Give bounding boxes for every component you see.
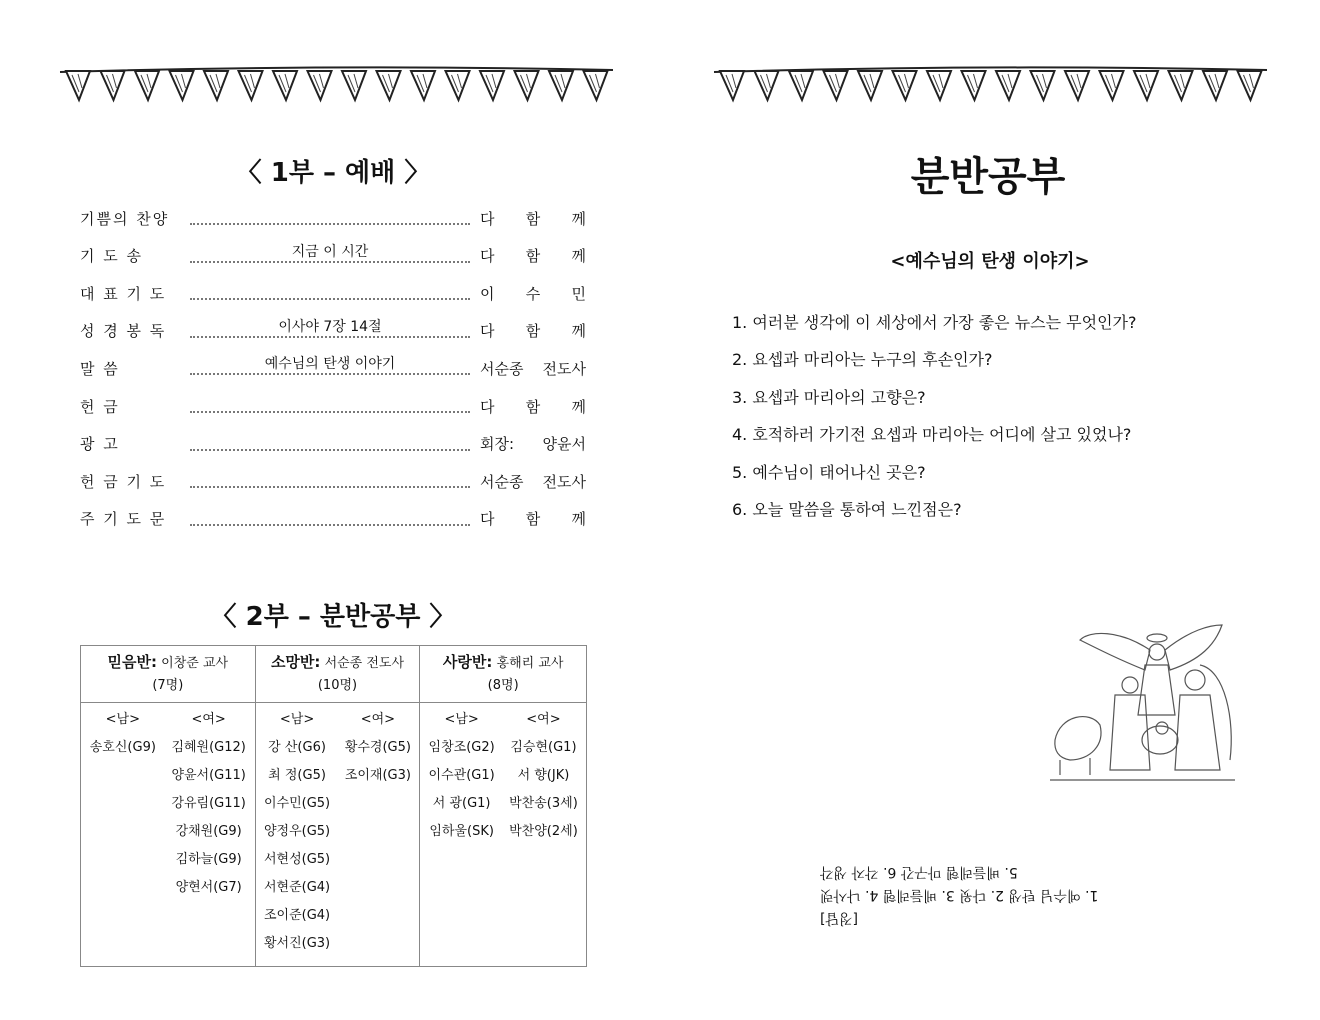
study-subtitle: <예수님의 탄생 이야기> [890,251,1090,272]
worship-order-row [80,507,586,531]
order-leader: 이 수 민 [480,284,586,303]
order-label: 말 씀 [80,359,120,378]
class-name: 소망반: [270,653,321,671]
bunting-left-decoration [58,60,618,110]
class-count: (8명) [487,678,519,693]
dot-leader [190,199,470,225]
order-label: 주 기 도 문 [80,510,167,529]
female-label: <여> [526,712,561,727]
dot-leader [190,387,470,413]
order-label: 성 경 봉 독 [80,322,167,341]
student-name: 강채원(G9) [175,824,242,839]
class-count: (7명) [152,678,184,693]
student-name: 서현준(G4) [263,880,331,895]
order-leader: 서순종 전도사 [480,359,586,378]
class-members [420,703,587,967]
student-name: 서현성(G5) [263,852,331,867]
student-name: 조이재(G3) [344,768,411,783]
student-name: 이수관(G1) [428,768,495,783]
question-item: 2. 요셉과 마리아는 누구의 후손인가? [732,350,993,370]
student-name: 양윤서(G11) [171,768,246,783]
student-name: 김혜원(G12) [171,740,246,755]
student-name: 황서진(G3) [263,936,331,951]
answer-line: 1. 예수님 탄생 2. 다윗 3. 베들레헴 4. 나사렛 [820,887,1099,903]
order-leader: 서순종 전도사 [480,472,586,491]
nativity-illustration [1050,620,1235,795]
student-name: 양정우(G5) [263,824,331,839]
order-detail: 지금 이 시간 [288,241,373,261]
class-header [255,646,420,703]
class-members [255,703,420,967]
worship-order-row [80,394,586,418]
dot-leader [190,274,470,300]
part2-title: 〈 2부 – 분반공부 〉 [210,602,456,632]
student-name: 임창조(G2) [428,740,495,755]
male-label: <남> [105,712,140,727]
answer-key-upside-down [820,860,1240,929]
order-leader: 다 함 께 [480,397,586,416]
worship-order-row [80,356,586,380]
student-name: 강 산(G6) [268,740,326,755]
answer-heading: [정답] [820,910,858,926]
question-item: 4. 호적하러 가기전 요셉과 마리아는 어디에 살고 있었나? [732,425,1132,445]
class-count: (10명) [317,678,358,693]
student-name: 김승현(G1) [510,740,577,755]
order-label: 기 도 송 [80,247,144,266]
dot-leader [190,500,470,526]
student-name: 양현서(G7) [175,880,242,895]
order-label: 광 고 [80,435,120,454]
student-name: 김하늘(G9) [175,852,242,867]
order-label: 헌 금 [80,397,120,416]
dot-leader [190,462,470,488]
student-name: 박찬송(3세) [509,796,578,811]
order-label: 대 표 기 도 [80,284,167,303]
worship-order-row [80,244,586,268]
female-label: <여> [191,712,226,727]
worship-order-row [80,281,586,305]
class-members [81,703,256,967]
question-item: 3. 요셉과 마리아의 고향은? [732,387,926,407]
class-teacher: 홍해리 교사 [496,656,564,671]
study-title: 분반공부 [910,154,1066,200]
student-name: 임하울(SK) [429,824,494,839]
order-detail: 이사야 7장 14절 [274,316,385,336]
student-name: 강유림(G11) [171,796,246,811]
class-name: 사랑반: [442,653,493,671]
female-label: <여> [360,712,396,727]
class-name: 믿음반: [107,653,158,671]
student-name: 조이준(G4) [263,908,331,923]
student-name: 황수경(G5) [344,740,411,755]
student-name: 송호신(G9) [89,740,156,755]
class-header [81,646,256,703]
question-item: 1. 여러분 생각에 이 세상에서 가장 좋은 뉴스는 무엇인가? [732,313,1137,332]
male-label: <남> [279,712,315,727]
class-teacher: 이창준 교사 [161,656,229,671]
bunting-right-decoration [712,60,1272,110]
order-detail: 예수님의 탄생 이야기 [261,353,400,373]
dot-leader [190,425,470,451]
order-label: 헌 금 기 도 [80,472,167,491]
class-header [420,646,587,703]
dot-leader [190,312,470,338]
male-label: <남> [444,712,479,727]
part1-title: 〈 1부 – 예배 〉 [235,158,431,188]
worship-order-row [80,469,586,493]
order-leader: 회장: 양윤서 [480,435,586,454]
student-name: 서 광(G1) [432,796,491,811]
student-name: 이수민(G5) [263,796,331,811]
question-item: 5. 예수님이 태어나신 곳은? [732,462,926,482]
order-leader: 다 함 께 [480,247,586,266]
student-name: 최 정(G5) [268,768,326,783]
dot-leader [190,237,470,263]
worship-order-row [80,432,586,456]
question-item: 6. 오늘 말씀을 통하여 느낀점은? [732,500,962,519]
order-label: 기쁨의 찬양 [80,209,170,228]
student-name: 서 향(JK) [517,768,570,783]
worship-order-row [80,319,586,343]
order-leader: 다 함 께 [480,209,586,228]
worship-order-row [80,206,586,230]
class-teacher: 서순종 전도사 [324,656,405,671]
class-table [80,645,587,967]
order-leader: 다 함 께 [480,510,586,529]
student-name: 박찬양(2세) [509,824,578,839]
dot-leader [190,349,470,375]
answer-line: 5. 베들레헴 마구간 6. 각자 생각 [820,864,1018,880]
order-leader: 다 함 께 [480,322,586,341]
